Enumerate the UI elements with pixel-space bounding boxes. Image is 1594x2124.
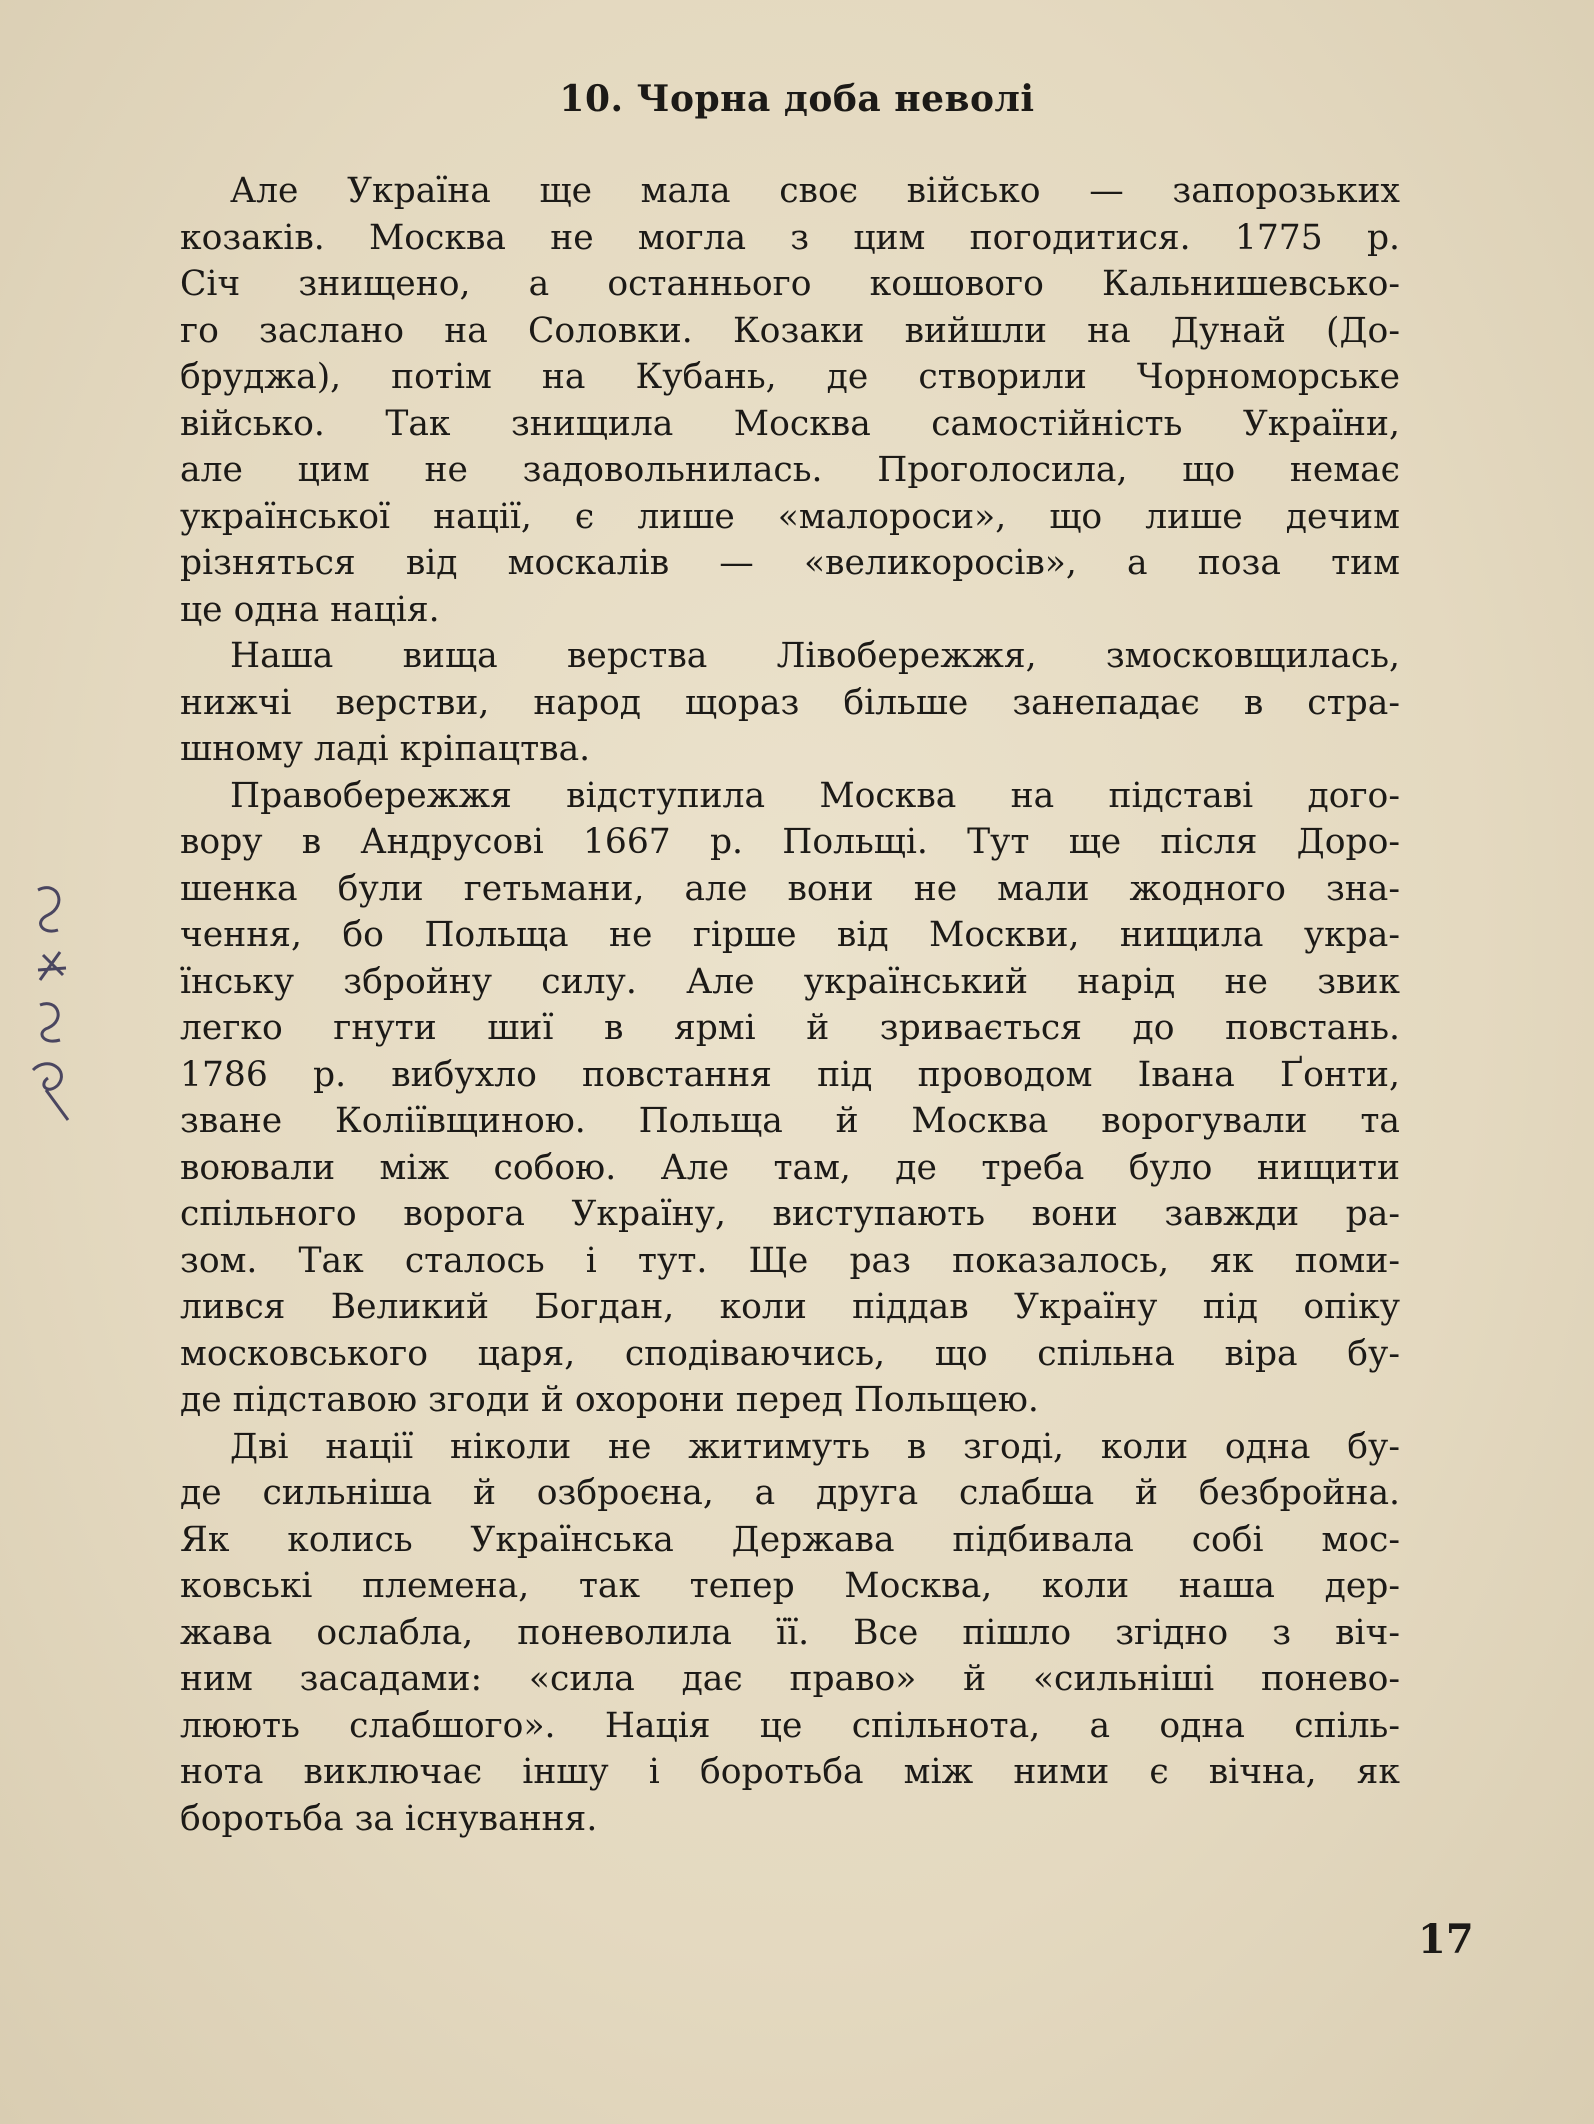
text-line: Як колись Українська Держава підбивала собі мос- <box>180 1519 1400 1560</box>
text-line: Наша вища верства Лівобережжя, змосковщилась, <box>230 636 1400 676</box>
text-line: Правобережжя відступила Москва на підставі дого- <box>230 775 1400 816</box>
text-line: московського царя, сподіваючись, що спільна віра бу- <box>180 1333 1400 1374</box>
text-line: їнську збройну силу. Але український нарід не звик <box>180 961 1400 1002</box>
text-line: Січ знищено, а останнього кошового Кальнишевсько- <box>180 264 1400 304</box>
text-line: зване Коліївщиною. Польща й Москва ворогували та <box>180 1101 1400 1141</box>
text-line: де сильніша й озброєна, а друга слабша й безбройна. <box>180 1473 1400 1513</box>
text-line: легко гнути шиї в ярмі й зривається до повстань. <box>180 1008 1400 1048</box>
text-line: зом. Так сталось і тут. Ще раз показалось, як поми- <box>180 1240 1400 1281</box>
paragraph-1 <box>180 168 1400 633</box>
text-line: нота виключає іншу і боротьба між ними є вічна, як <box>180 1752 1400 1792</box>
text-line: це одна нація. <box>180 589 440 630</box>
text-line: 1786 р. вибухло повстання під проводом Івана Ґонти, <box>180 1054 1400 1095</box>
text-line: лився Великий Богдан, коли піддав Україну під опіку <box>180 1287 1400 1327</box>
paragraph-2 <box>180 633 1400 773</box>
handwritten-margin-mark <box>18 880 78 1130</box>
text-line: ним засадами: «сила дає право» й «сильніші понево- <box>180 1659 1400 1699</box>
chapter-title: 10. Чорна доба неволі <box>559 78 1035 120</box>
text-line: Дві нації ніколи не житимуть в згоді, коли одна бу- <box>230 1426 1400 1467</box>
text-line: спільного ворога Україну, виступають вони завжди ра- <box>180 1194 1400 1234</box>
text-line: вору в Андрусові 1667 р. Польщі. Тут ще після Доро- <box>180 822 1400 862</box>
body-text <box>180 168 1400 1842</box>
text-line: козаків. Москва не могла з цим погодитися. 1775 р. <box>180 217 1400 258</box>
text-line: шенка були гетьмани, але вони не мали жодного зна- <box>180 868 1400 909</box>
text-line: української нації, є лише «малороси», що лише дечим <box>180 496 1400 537</box>
text-line: жава ослабла, поневолила її. Все пішло згідно з віч- <box>180 1612 1400 1653</box>
text-line: боротьба за існування. <box>180 1798 598 1839</box>
text-line: чення, бо Польща не гірше від Москви, нищила укра- <box>180 915 1400 955</box>
page-number: 17 <box>1418 1916 1474 1963</box>
text-line: де підставою згоди й охорони перед Польщею. <box>180 1380 1039 1420</box>
text-line: бруджа), потім на Кубань, де створили Чорноморське <box>180 357 1400 397</box>
text-line: люють слабшого». Нація це спільнота, а одна спіль- <box>180 1705 1400 1746</box>
text-line: різняться від москалів — «великоросів», а поза тим <box>180 543 1400 583</box>
text-line: Але Україна ще мала своє військо — запорозьких <box>230 171 1400 211</box>
text-line: шному ладі кріпацтва. <box>180 729 591 769</box>
text-line: але цим не задовольнилась. Проголосила, що немає <box>180 450 1400 490</box>
text-line: нижчі верстви, народ щораз більше занепадає в стра- <box>180 682 1400 723</box>
text-line: ковські племена, так тепер Москва, коли наша дер- <box>180 1566 1400 1606</box>
text-line: го заслано на Соловки. Козаки вийшли на Дунай (До- <box>180 310 1400 351</box>
paragraph-4 <box>180 1424 1400 1843</box>
paragraph-3 <box>180 773 1400 1424</box>
text-line: військо. Так знищила Москва самостійність України, <box>180 403 1400 444</box>
text-line: воювали між собою. Але там, де треба було нищити <box>180 1147 1400 1188</box>
